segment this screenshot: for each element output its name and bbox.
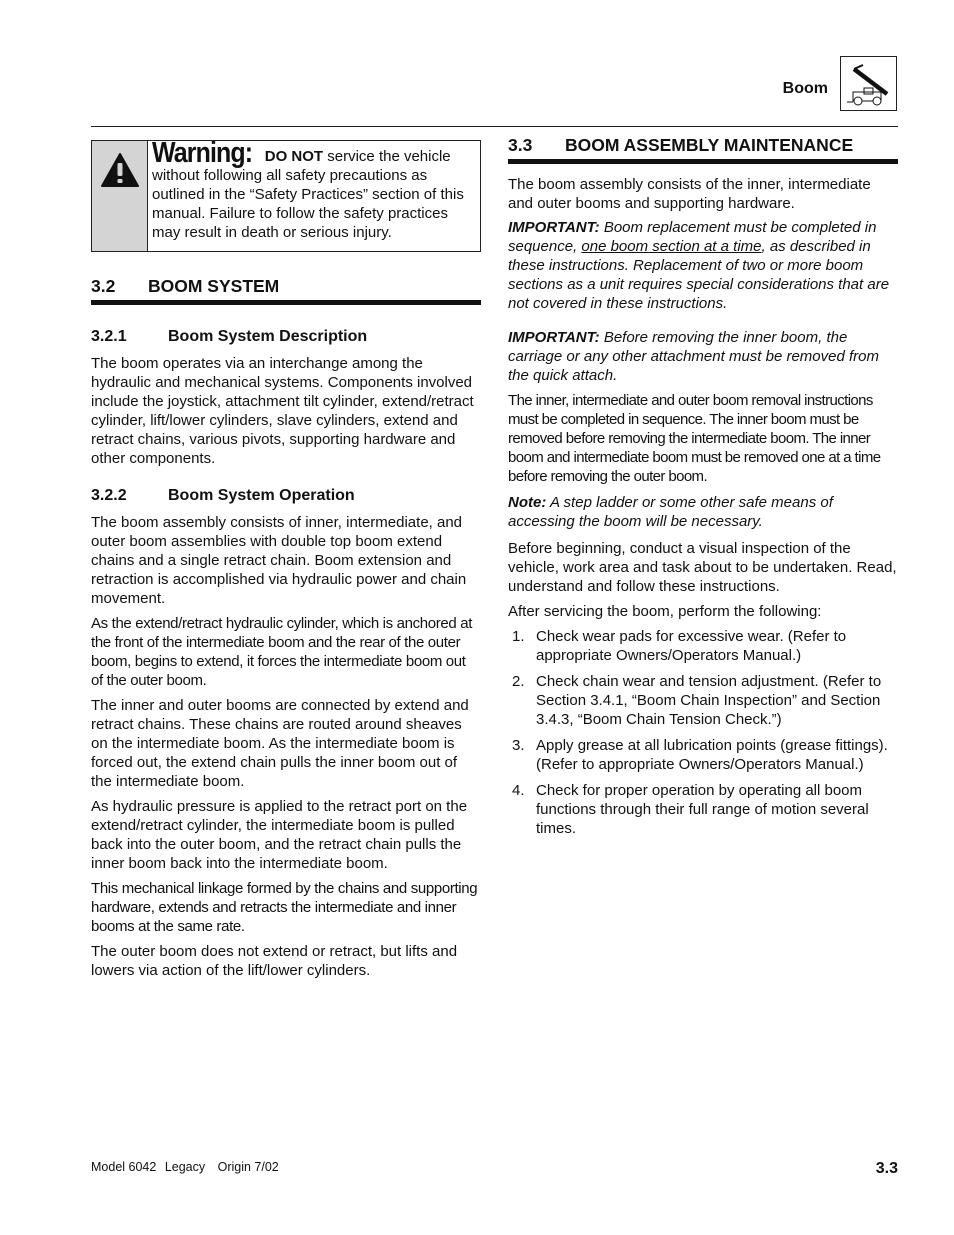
page-number: 3.3 [875, 1160, 898, 1177]
note-text: A step ladder or some other safe means of accessing the boom will be necessary. [508, 494, 833, 530]
subsection-title: Boom System Operation [168, 487, 355, 504]
section-title: BOOM ASSEMBLY MAINTENANCE [565, 135, 854, 155]
step-number: 3. [512, 737, 525, 754]
paragraph: As the extend/retract hydraulic cylinder, which is anchored at the front of the intermediate boom and the rear of the outer boom, begins to extend, it forces the intermediate boom out of the outer boom. [91, 615, 473, 689]
section-heading-3-3 [508, 134, 898, 164]
section-number: 3.3 [508, 135, 533, 155]
telehandler-boom-icon [840, 56, 897, 111]
paragraph: The boom assembly consists of inner, intermediate, and outer boom assemblies with double top boom extend chains and a single retract chain. Boom extension and retraction is accomplished via hydraulic power and chain movement. [91, 514, 467, 607]
right-column [508, 134, 898, 845]
warning-box [91, 137, 481, 252]
paragraph: Before beginning, conduct a visual inspection of the vehicle, work area and task about to be undertaken. Read, understand and follow these instructions. [508, 540, 897, 595]
step-text: Check chain wear and tension adjustment. (Refer to Section 3.4.1, “Boom Chain Inspection” and Section 3.4.3, “Boom Chain Tension Check.”) [536, 673, 882, 728]
important-underlined: one boom section at a time [581, 238, 762, 255]
list-item [508, 627, 898, 665]
footer-info [91, 1160, 284, 1174]
important-note [508, 218, 898, 313]
footer-legacy: Legacy [164, 1160, 206, 1174]
step-number: 4. [512, 782, 525, 799]
footer-model: Model 6042 [91, 1160, 157, 1174]
section-heading-3-2 [91, 275, 481, 305]
warning-text [148, 137, 480, 251]
left-column [91, 137, 481, 980]
important-label: IMPORTANT: [508, 329, 600, 346]
important-note [508, 328, 898, 385]
paragraph: As hydraulic pressure is applied to the retract port on the extend/retract cylinder, the intermediate boom is pulled back into the outer boom, and the retract chain pulls the inner boom back into the intermediate boom. [91, 798, 468, 872]
step-text: Check for proper operation by operating all boom functions through their full range of motion several times. [536, 782, 869, 837]
paragraph: The boom assembly consists of the inner, intermediate and outer booms and supporting hardware. [508, 176, 871, 212]
paragraph: The outer boom does not extend or retract, but lifts and lowers via action of the lift/lower cylinders. [91, 943, 458, 979]
warning-lead: DO NOT [264, 148, 324, 165]
note [508, 493, 898, 531]
subsection-number: 3.2.1 [91, 328, 127, 345]
footer-origin: Origin 7/02 [217, 1160, 279, 1174]
header-rule [91, 126, 898, 127]
important-label: IMPORTANT: [508, 219, 600, 236]
list-item [508, 781, 898, 838]
paragraph: After servicing the boom, perform the following: [508, 603, 822, 620]
important-text: , as described in these instructions. Replacement of two or more boom sections as a unit requires special considerations that are not covered in these instructions. [508, 238, 890, 312]
step-number: 2. [512, 673, 525, 690]
step-number: 1. [512, 628, 525, 645]
list-item [508, 672, 898, 729]
important-text: Boom replacement must be completed in sequence, [508, 219, 877, 255]
warning-body: service the vehicle without following all safety precautions as outlined in the “Safety Practices” section of this manual. Failure to follow the safety practices may result in death or serious injury. [152, 148, 464, 241]
paragraph: The inner, intermediate and outer boom removal instructions must be completed in sequence. The inner boom must be removed before removing the intermediate boom. The inner boom and intermediate boom must be removed one at a time before removing the outer boom. [508, 392, 881, 485]
note-label: Note: [508, 494, 547, 511]
warning-exclamation-icon [100, 152, 140, 188]
list-item [508, 736, 898, 774]
running-header-title: Boom [782, 80, 828, 97]
section-number: 3.2 [91, 276, 116, 296]
warning-word: Warning: [152, 137, 253, 169]
paragraph: This mechanical linkage formed by the chains and supporting hardware, extends and retracts the intermediate and inner booms at the same rate. [91, 880, 478, 935]
paragraph: The boom operates via an interchange among the hydraulic and mechanical systems. Components involved include the joystick, attachment tilt cylinder, extend/retract cylinder, lift/lower cylinders, slave cylinders, extend and retract chains, various pivots, supporting hardware and other components. [91, 355, 474, 467]
step-text: Check wear pads for excessive wear. (Refer to appropriate Owners/Operators Manual.) [536, 628, 847, 664]
important-text: Before removing the inner boom, the carriage or any other attachment must be removed from the quick attach. [508, 329, 880, 384]
subsection-number: 3.2.2 [91, 487, 127, 504]
step-text: Apply grease at all lubrication points (grease fittings). (Refer to appropriate Owners/Operators Manual.) [536, 737, 888, 773]
section-title: BOOM SYSTEM [148, 276, 280, 296]
warning-sidebar [92, 141, 148, 251]
paragraph: The inner and outer booms are connected by extend and retract chains. These chains are routed around sheaves on the intermediate boom. As the intermediate boom is forced out, the extend chain pulls the inner boom out of the intermediate boom. [91, 697, 469, 790]
subsection-heading-3-2-2 [91, 486, 481, 506]
maintenance-steps [508, 627, 898, 838]
subsection-title: Boom System Description [168, 328, 368, 345]
subsection-heading-3-2-1 [91, 327, 481, 347]
